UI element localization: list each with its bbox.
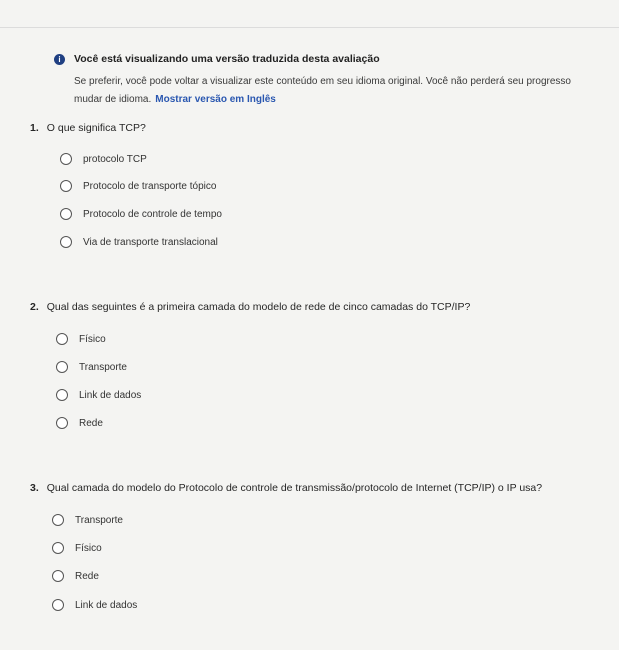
radio-button[interactable] [60,236,72,248]
radio-button[interactable] [56,333,68,345]
question-text [30,481,610,495]
answer-option[interactable] [52,512,123,528]
answer-option-label: Físico [79,333,106,345]
notice-body-line-1: Se preferir, você pode voltar a visualizar este conteúdo em seu idioma original. Você não perderá seu progresso [74,76,571,87]
notice-title: Você está visualizando uma versão traduzida desta avaliação [74,53,380,65]
answer-option-label: protocolo TCP [83,153,147,165]
notice-body-line-2-text: mudar de idioma. [74,94,152,105]
question-3 [30,481,610,611]
question-text [30,121,610,135]
question-2 [30,300,610,429]
question-number: 2. [30,301,39,313]
answer-option[interactable] [60,178,216,194]
answer-option[interactable] [52,568,99,584]
question-text [30,300,610,314]
radio-button[interactable] [52,514,64,526]
answer-option-label: Transporte [75,514,123,526]
show-english-version-link[interactable]: Mostrar versão em Inglês [155,94,276,105]
answer-option-label: Link de dados [79,389,142,401]
answer-option[interactable] [60,206,222,222]
question-number: 3. [30,482,39,494]
info-icon: i [54,54,65,65]
notice-body [74,73,619,109]
top-divider [0,27,619,28]
radio-button[interactable] [52,542,64,554]
notice-body-line-2 [74,91,619,109]
answer-option[interactable] [52,597,137,613]
radio-button[interactable] [56,389,68,401]
answer-option-label: Físico [75,542,102,554]
answer-option[interactable] [60,151,147,167]
radio-button[interactable] [60,153,72,165]
radio-button[interactable] [56,361,68,373]
radio-button[interactable] [52,599,64,611]
question-prompt: Qual camada do modelo do Protocolo de controle de transmissão/protocolo de Internet (TCP/IP) o IP usa? [46,482,543,494]
question-prompt: Qual das seguintes é a primeira camada do modelo de rede de cinco camadas do TCP/IP? [46,301,471,313]
answer-option-label: Protocolo de transporte tópico [83,180,217,192]
question-prompt: O que significa TCP? [46,122,146,134]
answer-option[interactable] [56,387,141,403]
radio-button[interactable] [56,417,68,429]
question-number: 1. [30,122,39,134]
question-1 [30,121,610,248]
answer-option[interactable] [56,331,106,347]
answer-option-label: Link de dados [75,599,138,611]
answer-option-label: Protocolo de controle de tempo [83,208,222,220]
answer-option[interactable] [56,359,127,375]
answer-option[interactable] [56,415,103,431]
radio-button[interactable] [60,208,72,220]
radio-button[interactable] [52,570,64,582]
answer-option[interactable] [52,540,102,556]
answer-option-label: Transporte [79,361,127,373]
answer-option[interactable] [60,234,218,250]
radio-button[interactable] [60,180,72,192]
answer-option-label: Rede [79,417,103,429]
answer-option-label: Rede [75,570,99,582]
answer-option-label: Via de transporte translacional [83,236,218,248]
